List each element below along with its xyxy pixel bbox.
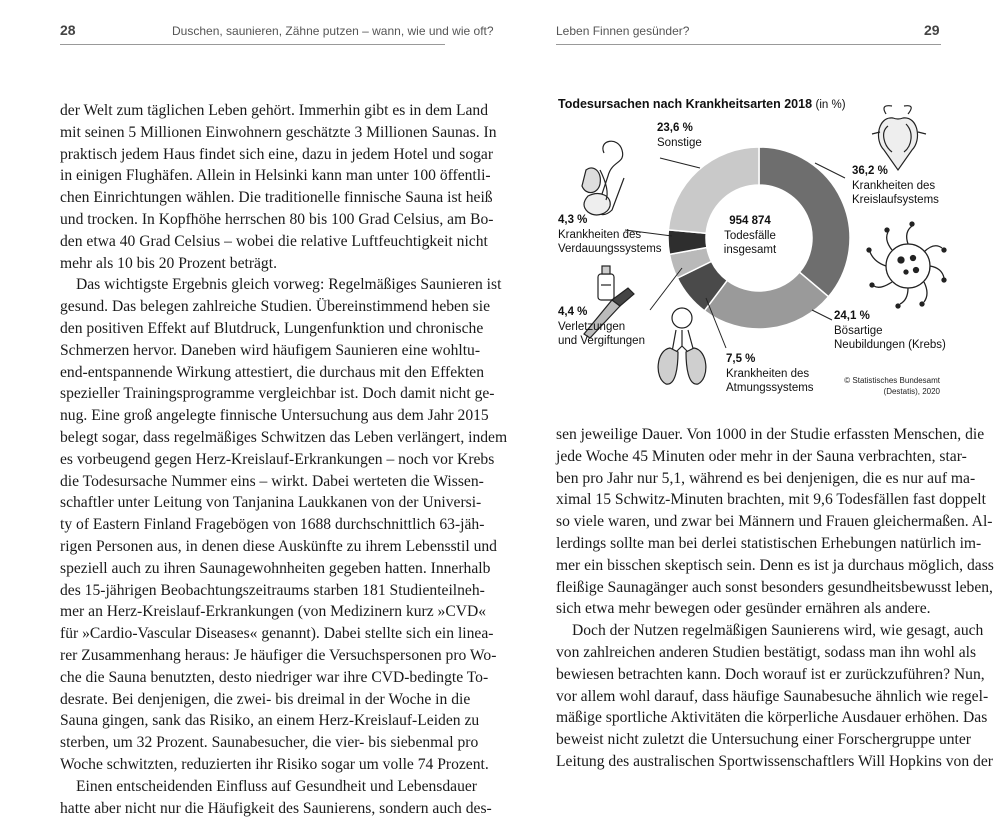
text-line: des 15-jährigen Beobachtungszeitraums starben 181 Studienteilneh- (60, 580, 445, 602)
text-line: che die Sauna benutzten, desto niedriger war ihre CVD-bedingte To- (60, 667, 445, 689)
text-line: Doch der Nutzen regelmäßigen Saunierens wird, wie gesagt, auch (556, 620, 941, 642)
text-line: ximal 15 Schwitz-Minuten brachten, mit 9,6 Todesfällen fast doppelt (556, 489, 941, 511)
text-line: mit seinen 5 Millionen Einwohnern geschätzte 3 Millionen Saunas. In (60, 122, 445, 144)
text-line: praktisch jedem Haus findet sich eine, dazu in jedem Hotel und sogar (60, 144, 445, 166)
text-line: Einen entscheidenden Einfluss auf Gesundheit und Lebensdauer (60, 776, 445, 798)
text-line: speziell auch zu ihren Saunagewohnheiten gegeben hatten. Innerhalb (60, 558, 445, 580)
text-line: mäßige sportliche Aktivitäten die körperliche Ausdauer erhöhen. Das (556, 707, 941, 729)
chart-title-text: Todesursachen nach Krankheitsarten 2018 (558, 97, 812, 111)
credit-line: © Statistisches Bundesamt (818, 376, 940, 387)
leader-line (650, 268, 682, 310)
text-line: belegt sogar, dass regelmäßiges Schwitzen das Leben verlängert, indem (60, 427, 445, 449)
text-line: und trocken. In Kopfhöhe herrschen 80 bis 100 Grad Celsius, am Bo- (60, 209, 445, 231)
slice-name-line: Atmungssystems (726, 381, 814, 396)
text-line: für »Cardio-Vascular Diseases« genannt). Dabei stellte sich ein linea- (60, 623, 445, 645)
text-line: der Welt zum täglichen Leben gehört. Immerhin gibt es in dem Land (60, 100, 445, 122)
text-line: Leitung des australischen Sportwissenschaftlers Will Hopkins von der (556, 751, 941, 773)
slice-pct: 23,6 % (657, 121, 702, 136)
text-line: sterben, um 32 Prozent. Saunabesucher, die vier- bis siebenmal pro (60, 732, 445, 754)
left-running-header: Duschen, saunieren, Zähne putzen – wann, wie und wie oft? (172, 24, 494, 38)
text-line: Sauna gingen, sank das Risiko, an einem Herz-Kreislauf-Leiden zu (60, 710, 445, 732)
slice-name-line: Verdauungssystems (558, 242, 662, 257)
text-line: bewiesen betrachten kann. Doch worauf ist er zurückzuführen? Nun, (556, 664, 941, 686)
right-running-header: Leben Finnen gesünder? (556, 24, 689, 38)
leader-line (812, 310, 832, 320)
slice-pct: 4,3 % (558, 213, 662, 228)
text-line: mer ein bisschen skeptisch sein. Denn es ist ja durchaus möglich, dass (556, 555, 941, 577)
heart-icon (872, 106, 926, 170)
slice-name-line: Krankheiten des (558, 228, 662, 243)
text-line: rigen Personen aus, in denen diese Auskünfte zu ihrem Lebensstil und (60, 536, 445, 558)
text-line: lerdings sollte man bei derlei statistischen Erhebungen natürlich im- (556, 533, 941, 555)
center-label-line: insgesamt (690, 243, 810, 258)
text-line: chen Einrichtungen wählen. Die traditionelle finnische Sauna ist heiß (60, 187, 445, 209)
text-line: Woche schwitzten, reduzierten ihr Risiko sogar um volle 74 Prozent. (60, 754, 445, 776)
text-line: den positiven Effekt auf Blutdruck, Lungenfunktion und chronische (60, 318, 445, 340)
text-line: sen jeweilige Dauer. Von 1000 in der Studie erfassten Menschen, die (556, 424, 941, 446)
text-line: spezieller Trainingsprogramme vergleichbar ist. Doch damit nicht ge- (60, 383, 445, 405)
donut-center-label (690, 214, 810, 258)
slice-pct: 36,2 % (852, 164, 939, 179)
text-line: ty of Eastern Finland Fragebögen von 1688 durchschnittlich 63-jäh- (60, 514, 445, 536)
right-body-text (556, 424, 941, 773)
text-line: mer an Herz-Kreislauf-Erkrankungen (von Medizinern kurz »CVD« (60, 601, 445, 623)
right-page-number: 29 (924, 22, 940, 38)
paragraph (60, 776, 445, 819)
text-line: den etwa 40 Grad Celsius – wobei die relative Luftfeuchtigkeit nicht (60, 231, 445, 253)
text-line: desrate. Bei denjenigen, die zwei- bis dreimal in der Woche in die (60, 689, 445, 711)
slice-pct: 7,5 % (726, 352, 814, 367)
text-line: beweist nicht zuletzt die Untersuchung einer Forschergruppe unter (556, 729, 941, 751)
text-line: end-entspannende Wirkung attestiert, die durchaus mit den Effekten (60, 362, 445, 384)
slice-label-circulatory (852, 164, 939, 208)
left-page-number: 28 (60, 22, 76, 38)
text-line: es vorbeugend gegen Herz-Kreislauf-Erkrankungen – noch vor Krebs (60, 449, 445, 471)
text-line: jede Woche 45 Minuten oder mehr in der Sauna verbrachten, star- (556, 446, 941, 468)
center-label-line: Todesfälle (690, 229, 810, 244)
text-line: vor allem wohl darauf, dass häufige Saunabesuche ähnlich wie regel- (556, 686, 941, 708)
lungs-icon (658, 308, 706, 384)
text-line: schaftler unter Leitung von Tanjanina Laukkanen von der Universi- (60, 492, 445, 514)
slice-name-line: Neubildungen (Krebs) (834, 338, 946, 353)
text-line: rer Zusammenhang heraus: Je häufiger die Versuchspersonen pro Wo- (60, 645, 445, 667)
text-line: Schmerzen hervor. Daneben wird häufigem Saunieren eine wohltu- (60, 340, 445, 362)
text-line: nug. Eine groß angelegte finnische Untersuchung aus dem Jahr 2015 (60, 405, 445, 427)
slice-name-line: Kreislaufsystems (852, 193, 939, 208)
credit-line: (Destatis), 2020 (818, 387, 940, 398)
text-line: in einigen Flughäfen. Allein in Helsinki kann man unter 100 öffentli- (60, 165, 445, 187)
slice-name-line: Bösartige (834, 324, 946, 339)
cancer-cell-icon (867, 222, 946, 308)
total-deaths-value: 954 874 (690, 214, 810, 229)
slice-label-respiratory (726, 352, 814, 396)
text-line: so viele waren, und zwar bei Männern und Frauen gleichermaßen. Al- (556, 511, 941, 533)
chart-title-unit: (in %) (816, 99, 846, 111)
paragraph (556, 424, 941, 620)
text-line: gesund. Das belegen zahlreiche Studien. Übereinstimmend heben sie (60, 296, 445, 318)
text-line: mehr als 10 bis 20 Prozent beträgt. (60, 253, 445, 275)
slice-label-cancer (834, 309, 946, 353)
paragraph (556, 620, 941, 773)
slice-name-line: Krankheiten des (726, 367, 814, 382)
slice-label-digestive (558, 213, 662, 257)
slice-name-line: Verletzungen (558, 320, 645, 335)
text-line: die Todesursache Nummer eins – wirkt. Dabei werteten die Wissen- (60, 471, 445, 493)
text-line: von zahlreichen anderen Studien bestätigt, sodass man ihn wohl als (556, 642, 941, 664)
text-line: sich etwa mehr bewegen oder gesünder ernähren als andere. (556, 598, 941, 620)
text-line: ben pro Jahr nur 5,1, während es bei denjenigen, die es nur auf ma- (556, 468, 941, 490)
slice-name-line: und Vergiftungen (558, 334, 645, 349)
digestive-system-icon (582, 141, 624, 215)
slice-name-line: Krankheiten des (852, 179, 939, 194)
text-line: fleißige Saunagänger auch sonst besonders gesundheitsbewusst leben, (556, 577, 941, 599)
chart-credit (818, 376, 940, 397)
slice-label-other (657, 121, 702, 150)
slice-label-injuries (558, 305, 645, 349)
slice-pct: 4,4 % (558, 305, 645, 320)
text-line: hatte aber nicht nur die Häufigkeit des Saunierens, sondern auch des- (60, 798, 445, 819)
text-line: Das wichtigste Ergebnis gleich vorweg: Regelmäßiges Saunieren ist (60, 274, 445, 296)
slice-pct: 24,1 % (834, 309, 946, 324)
slice-name-line: Sonstige (657, 136, 702, 151)
leader-line (660, 158, 700, 168)
